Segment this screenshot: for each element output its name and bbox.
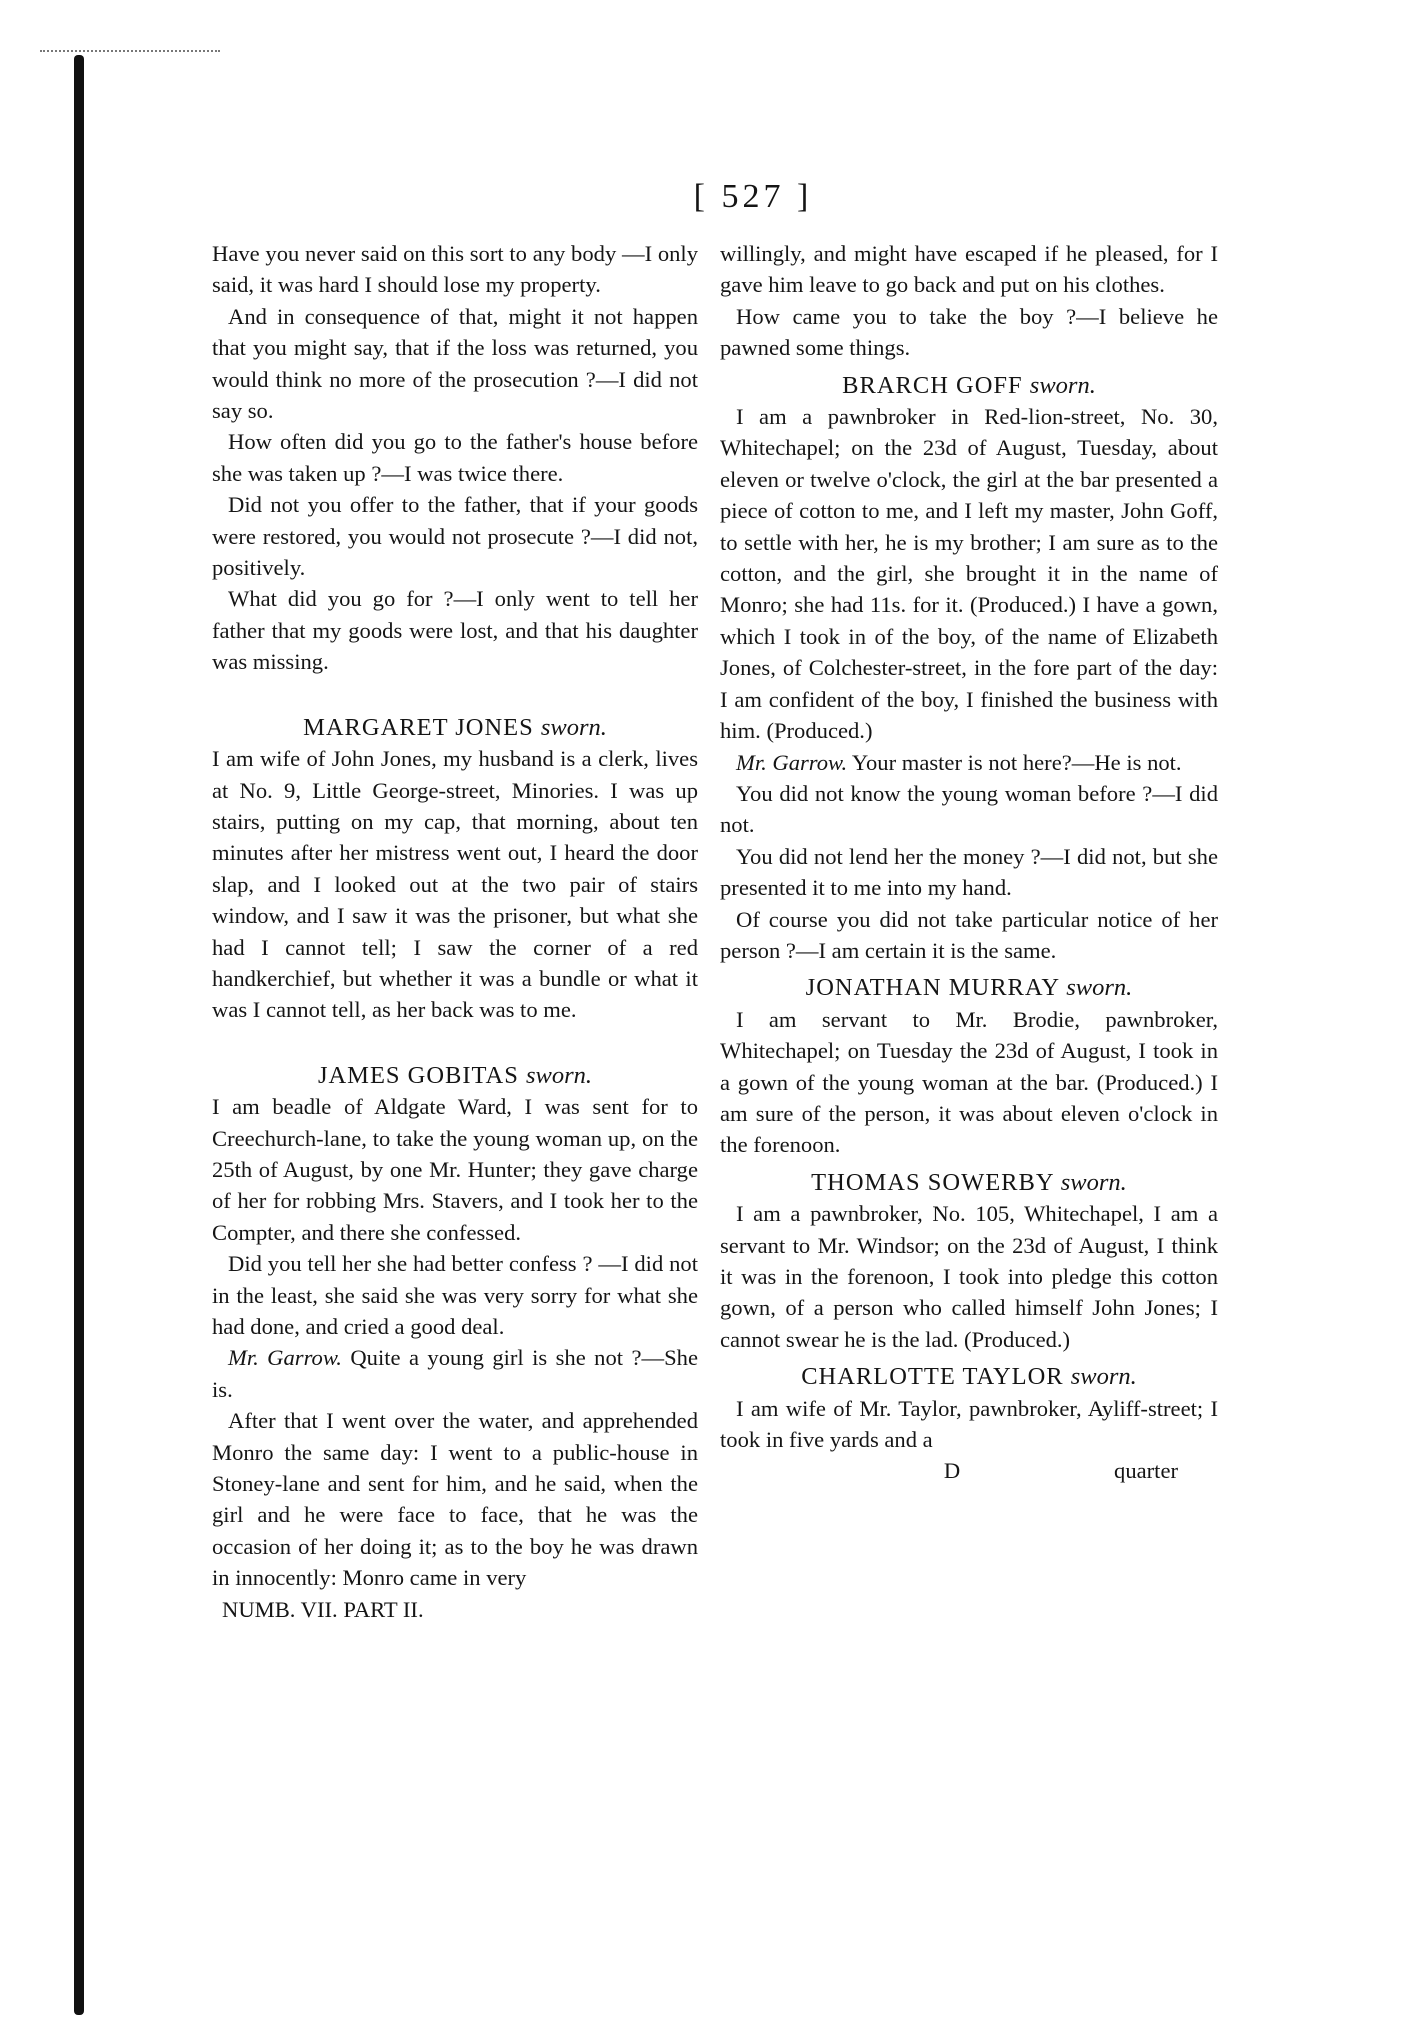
witness-name: BRARCH GOFF	[842, 371, 1023, 399]
speaker-label: Mr. Garrow.	[228, 1345, 342, 1371]
paragraph	[212, 1342, 698, 1405]
witness-heading	[720, 370, 1218, 401]
witness-name: JAMES GOBITAS	[317, 1061, 519, 1089]
witness-heading	[720, 972, 1218, 1003]
paragraph: I am a pawnbroker in Red-lion-street, No. 30, Whitechapel; on the 23d of August, Tuesday, about eleven or twelve o'clock, the girl at the bar presented a piece of cotton to me, and I left my master, John Goff, to settle with her, he is my brother; I am sure as to the cotton, and the girl, she brought it in the name of Monro; she had 11s. for it. (Produced.) I have a gown, which I took in of the boy, of the name of Elizabeth Jones, of Colchester-street, in the fore part of the day: I am confident of the boy, I finished the business with him. (Produced.)	[720, 404, 1218, 744]
paragraph-text: Your master is not here?—He is not.	[851, 749, 1182, 775]
paragraph: I am wife of John Jones, my husband is a clerk, lives at No. 9, Little George-street, Minories. I was up stairs, putting on my cap, that morning, about ten minutes after her mistress went out, I heard the door slap, and I looked out at the two pair of stairs window, and I saw it was the prisoner, but what she had I cannot tell; I saw the corner of a red handkerchief, but whether it was a bundle or what it was I cannot tell, as her back was to me.	[212, 746, 698, 1023]
page-edge-speckle	[40, 50, 220, 58]
witness-name: JONATHAN MURRAY	[805, 974, 1060, 1002]
paragraph: I am servant to Mr. Brodie, pawnbroker, Whitechapel; on Tuesday the 23d of August, I took in a gown of the young woman at the bar. (Produced.) I am sure of the person, it was about eleven o'clock in the forenoon.	[720, 1006, 1218, 1158]
paragraph: How came you to take the boy ?—I believe he pawned some things.	[720, 303, 1218, 361]
page-footer-right	[720, 1455, 1218, 1486]
paragraph: I am a pawnbroker, No. 105, Whitechapel, I am a servant to Mr. Windsor; on the 23d of August, I think it was in the forenoon, I took into pledge this cotton gown, of a person who called himself John Jones; I cannot swear he is the lad. (Produced.)	[720, 1201, 1218, 1352]
sworn-label: sworn.	[1060, 1168, 1127, 1196]
signature-mark: D	[943, 1458, 961, 1484]
paragraph: Have you never said on this sort to any body —I only said, it was hard I should lose my property.	[212, 241, 698, 298]
witness-name: MARGARET JONES	[303, 713, 534, 741]
sworn-label: sworn.	[526, 1061, 593, 1089]
page-number: [ 527 ]	[693, 178, 813, 215]
paragraph: Of course you did not take particular notice of her person ?—I am certain it is the same.	[720, 906, 1218, 963]
speaker-label: Mr. Garrow.	[736, 749, 848, 775]
right-column	[720, 238, 1218, 1487]
paragraph: You did not know the young woman before ?—I did not.	[720, 780, 1218, 838]
sworn-label: sworn.	[1066, 974, 1133, 1002]
paragraph: You did not lend her the money ?—I did not, but she presented it to me into my hand.	[720, 843, 1218, 901]
page-footer	[212, 1594, 698, 1625]
witness-heading	[212, 1060, 698, 1091]
paragraph-text: Quite a young girl is she not ?—She is.	[212, 1345, 698, 1402]
witness-name: THOMAS SOWERBY	[811, 1168, 1054, 1196]
paragraph: Did not you offer to the father, that if your goods were restored, you would not prosecute ?—I did not, positively.	[212, 492, 698, 581]
paragraph: I am wife of Mr. Taylor, pawnbroker, Ayliff-street; I took in five yards and a	[720, 1395, 1218, 1453]
left-column	[212, 238, 698, 1625]
witness-name: CHARLOTTE TAYLOR	[801, 1363, 1064, 1391]
part-label: NUMB. VII. PART II.	[222, 1596, 424, 1622]
witness-heading	[212, 712, 698, 743]
paragraph: willingly, and might have escaped if he pleased, for I gave him leave to go back and put on his clothes.	[720, 241, 1218, 298]
page-binding-edge	[74, 55, 84, 2015]
sworn-label: sworn.	[540, 713, 607, 741]
sworn-label: sworn.	[1070, 1363, 1137, 1391]
paragraph: What did you go for ?—I only went to tell her father that my goods were lost, and that his daughter was missing.	[212, 586, 698, 675]
paragraph: Did you tell her she had better confess ? —I did not in the least, she said she was very sorry for what she had done, and cried a good deal.	[212, 1251, 698, 1339]
paragraph: After that I went over the water, and apprehended Monro the same day: I went to a public-house in Stoney-lane and sent for him, and he said, when the girl and he were face to face, that he was the occasion of her doing it; as to the boy he was drawn in innocently: Monro came in very	[212, 1408, 698, 1591]
witness-heading	[720, 1167, 1218, 1198]
paragraph	[720, 747, 1218, 778]
paragraph: And in consequence of that, might it not happen that you might say, that if the loss was returned, you would think no more of the prosecution ?—I did not say so.	[212, 303, 698, 424]
paragraph: I am beadle of Aldgate Ward, I was sent for to Creechurch-lane, to take the young woman up, on the 25th of August, by one Mr. Hunter; they gave charge of her for robbing Mrs. Stavers, and I took her to the Compter, and there she confessed.	[212, 1094, 698, 1245]
sworn-label: sworn.	[1029, 371, 1096, 399]
witness-heading	[720, 1361, 1218, 1392]
paragraph: How often did you go to the father's house before she was taken up ?—I was twice there.	[212, 429, 698, 486]
catchword: quarter	[1114, 1458, 1178, 1484]
